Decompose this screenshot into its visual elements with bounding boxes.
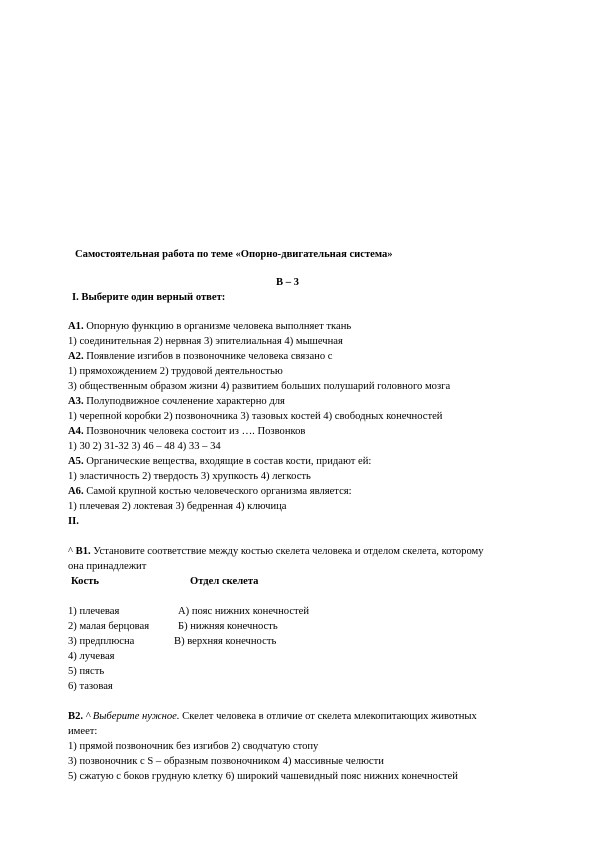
question-text: Органические вещества, входящие в состав кости, придают ей: <box>83 456 372 467</box>
section-item: А) пояс нижних конечностей <box>178 606 310 617</box>
question-text: Появление изгибов в позвоночнике человека связано с <box>83 351 333 362</box>
answers-a4: 1) 30 2) 31-32 3) 46 – 48 4) 33 – 34 <box>68 441 221 452</box>
question-a3 <box>68 395 285 409</box>
answers-b2-line1: 1) прямой позвоночник без изгибов 2) сводчатую стопу <box>68 741 319 752</box>
question-a1 <box>68 320 351 334</box>
question-text: Позвоночник человека состоит из …. Позвонков <box>83 426 306 437</box>
question-text: Опорную функцию в организме человека выполняет ткань <box>83 321 352 332</box>
question-b2 <box>68 710 477 724</box>
question-instruction: ^ Выберите нужное. <box>83 711 180 722</box>
answers-a1: 1) соединительная 2) нервная 3) эпителиальная 4) мышечная <box>68 336 343 347</box>
question-text: Скелет человека в отличие от скелета млекопитающих животных <box>179 711 477 722</box>
answers-a3: 1) черепной коробки 2) позвоночника 3) тазовых костей 4) свободных конечностей <box>68 411 443 422</box>
part1-heading: I. Выберите один верный ответ: <box>72 292 226 303</box>
answers-a5: 1) эластичность 2) твердость 3) хрупкость 4) легкость <box>68 471 311 482</box>
bone-item: 4) лучевая <box>68 651 115 662</box>
question-number: А1. <box>68 321 84 332</box>
bone-item: 3) предплюсна <box>68 636 135 647</box>
answers-a2-line2: 3) общественным образом жизни 4) развитием больших полушарий головного мозга <box>68 381 451 392</box>
question-b1-line2: она принадлежит <box>68 561 147 572</box>
bone-item: 2) малая берцовая <box>68 621 150 632</box>
section-item: В) верхняя конечность <box>174 636 277 647</box>
variant-label: В – 3 <box>276 277 299 288</box>
column-header-section: Отдел скелета <box>190 576 259 587</box>
answers-a2-line1: 1) прямохождением 2) трудовой деятельностью <box>68 366 283 377</box>
answers-a6: 1) плечевая 2) локтевая 3) бедренная 4) ключица <box>68 501 287 512</box>
question-number: В2. <box>68 711 84 722</box>
question-number: А5. <box>68 456 84 467</box>
question-a5 <box>68 455 371 469</box>
section-item: Б) нижняя конечность <box>178 621 278 632</box>
question-a2 <box>68 350 332 364</box>
part2-heading: II. <box>68 516 79 527</box>
answers-b2-line3: 5) сжатую с боков грудную клетку 6) широкий чашевидный пояс нижних конечностей <box>68 771 458 782</box>
question-a4 <box>68 425 305 439</box>
question-number: А6. <box>68 486 84 497</box>
question-b1 <box>68 545 484 559</box>
question-number: А3. <box>68 396 84 407</box>
page-title: Самостоятельная работа по теме «Опорно-двигательная система» <box>75 249 393 260</box>
bone-item: 1) плечевая <box>68 606 120 617</box>
question-text: Установите соответствие между костью скелета человека и отделом скелета, которому <box>90 546 484 557</box>
question-number: В1. <box>75 546 91 557</box>
bone-item: 6) тазовая <box>68 681 113 692</box>
bone-item: 5) пясть <box>68 666 105 677</box>
question-text: Самой крупной костью человеческого организма является: <box>83 486 352 497</box>
answers-b2-line2: 3) позвоночник с S – образным позвоночником 4) массивные челюсти <box>68 756 384 767</box>
caret-marker: ^ <box>68 546 76 557</box>
question-number: А4. <box>68 426 84 437</box>
question-number: А2. <box>68 351 84 362</box>
question-a6 <box>68 485 352 499</box>
column-header-bone: Кость <box>71 576 99 587</box>
question-text: Полуподвижное сочленение характерно для <box>83 396 285 407</box>
question-b2-line2: имеет: <box>68 726 98 737</box>
